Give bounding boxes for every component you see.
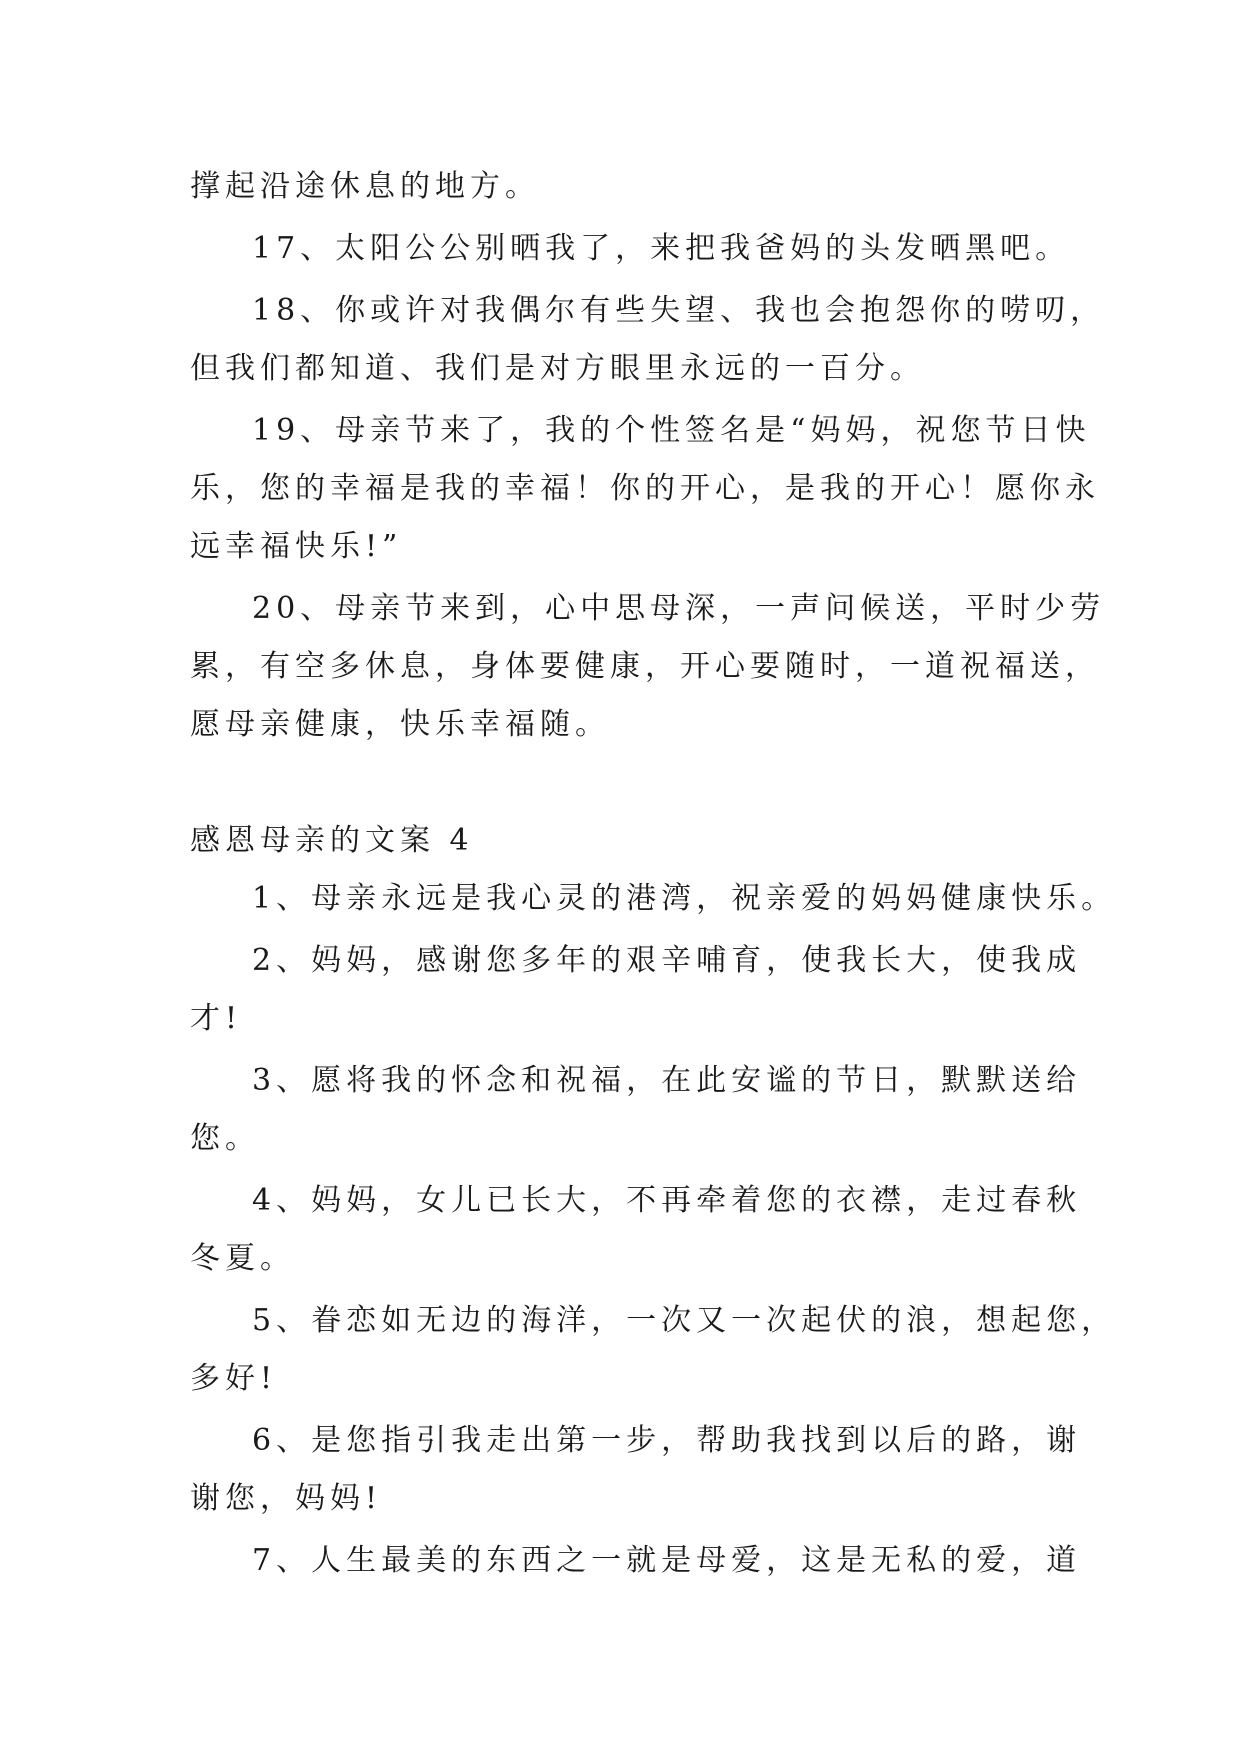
text-line: 4、妈妈，女儿已长大，不再牵着您的衣襟，走过春秋 xyxy=(252,1183,1082,1218)
paragraph-item-20 xyxy=(190,580,1106,754)
paragraph-item-19 xyxy=(190,402,1100,576)
text-line: 2、妈妈，感谢您多年的艰辛哺育，使我长大，使我成 xyxy=(252,943,1082,978)
text-line: 远幸福快乐!” xyxy=(190,529,403,564)
text-line: 冬夏。 xyxy=(190,1241,295,1276)
paragraph-item-3 xyxy=(190,1052,1082,1168)
paragraph-item-6 xyxy=(190,1412,1082,1528)
text-line: 谢您，妈妈! xyxy=(190,1481,383,1516)
text-line: 1、母亲永远是我心灵的港湾，祝亲爱的妈妈健康快乐。 xyxy=(252,881,1117,916)
text-line: 18、你或许对我偶尔有些失望、我也会抱怨你的唠叨， xyxy=(252,293,1106,328)
paragraph-item-2 xyxy=(190,932,1082,1048)
text-line: 6、是您指引我走出第一步，帮助我找到以后的路，谢 xyxy=(252,1423,1082,1458)
text-line: 您。 xyxy=(190,1121,260,1156)
text-line: 20、母亲节来到，心中思母深，一声问候送，平时少劳 xyxy=(252,591,1106,626)
text-line: 17、太阳公公别晒我了，来把我爸妈的头发晒黑吧。 xyxy=(252,231,1071,266)
text-line: 3、愿将我的怀念和祝福，在此安谧的节日，默默送给 xyxy=(252,1063,1082,1098)
opening-paragraph xyxy=(190,158,1052,216)
paragraph-item-5 xyxy=(190,1292,1117,1408)
paragraph-item-7 xyxy=(190,1532,1082,1590)
text-line: 撑起沿途休息的地方。 xyxy=(190,169,540,204)
text-line: 5、眷恋如无边的海洋，一次又一次起伏的浪，想起您， xyxy=(252,1303,1117,1338)
text-line: 愿母亲健康，快乐幸福随。 xyxy=(190,707,610,742)
paragraph-item-4 xyxy=(190,1172,1082,1288)
text-line: 多好! xyxy=(190,1361,278,1396)
paragraph-item-17 xyxy=(190,220,1071,278)
paragraph-item-18 xyxy=(190,282,1106,398)
section-title: 感恩母亲的文案 4 xyxy=(190,823,474,858)
section-heading xyxy=(190,812,1052,870)
document-body xyxy=(190,158,1117,1590)
text-line: 但我们都知道、我们是对方眼里永远的一百分。 xyxy=(190,351,925,386)
text-line: 累，有空多休息，身体要健康，开心要随时，一道祝福送， xyxy=(190,649,1100,684)
text-line: 乐，您的幸福是我的幸福！你的开心，是我的开心！愿你永 xyxy=(190,471,1100,506)
text-line: 19、母亲节来了，我的个性签名是“妈妈，祝您节日快 xyxy=(252,413,1091,448)
text-line: 才! xyxy=(190,1001,243,1036)
paragraph-item-1 xyxy=(190,870,1117,928)
text-line: 7、人生最美的东西之一就是母爱，这是无私的爱，道 xyxy=(252,1543,1082,1578)
